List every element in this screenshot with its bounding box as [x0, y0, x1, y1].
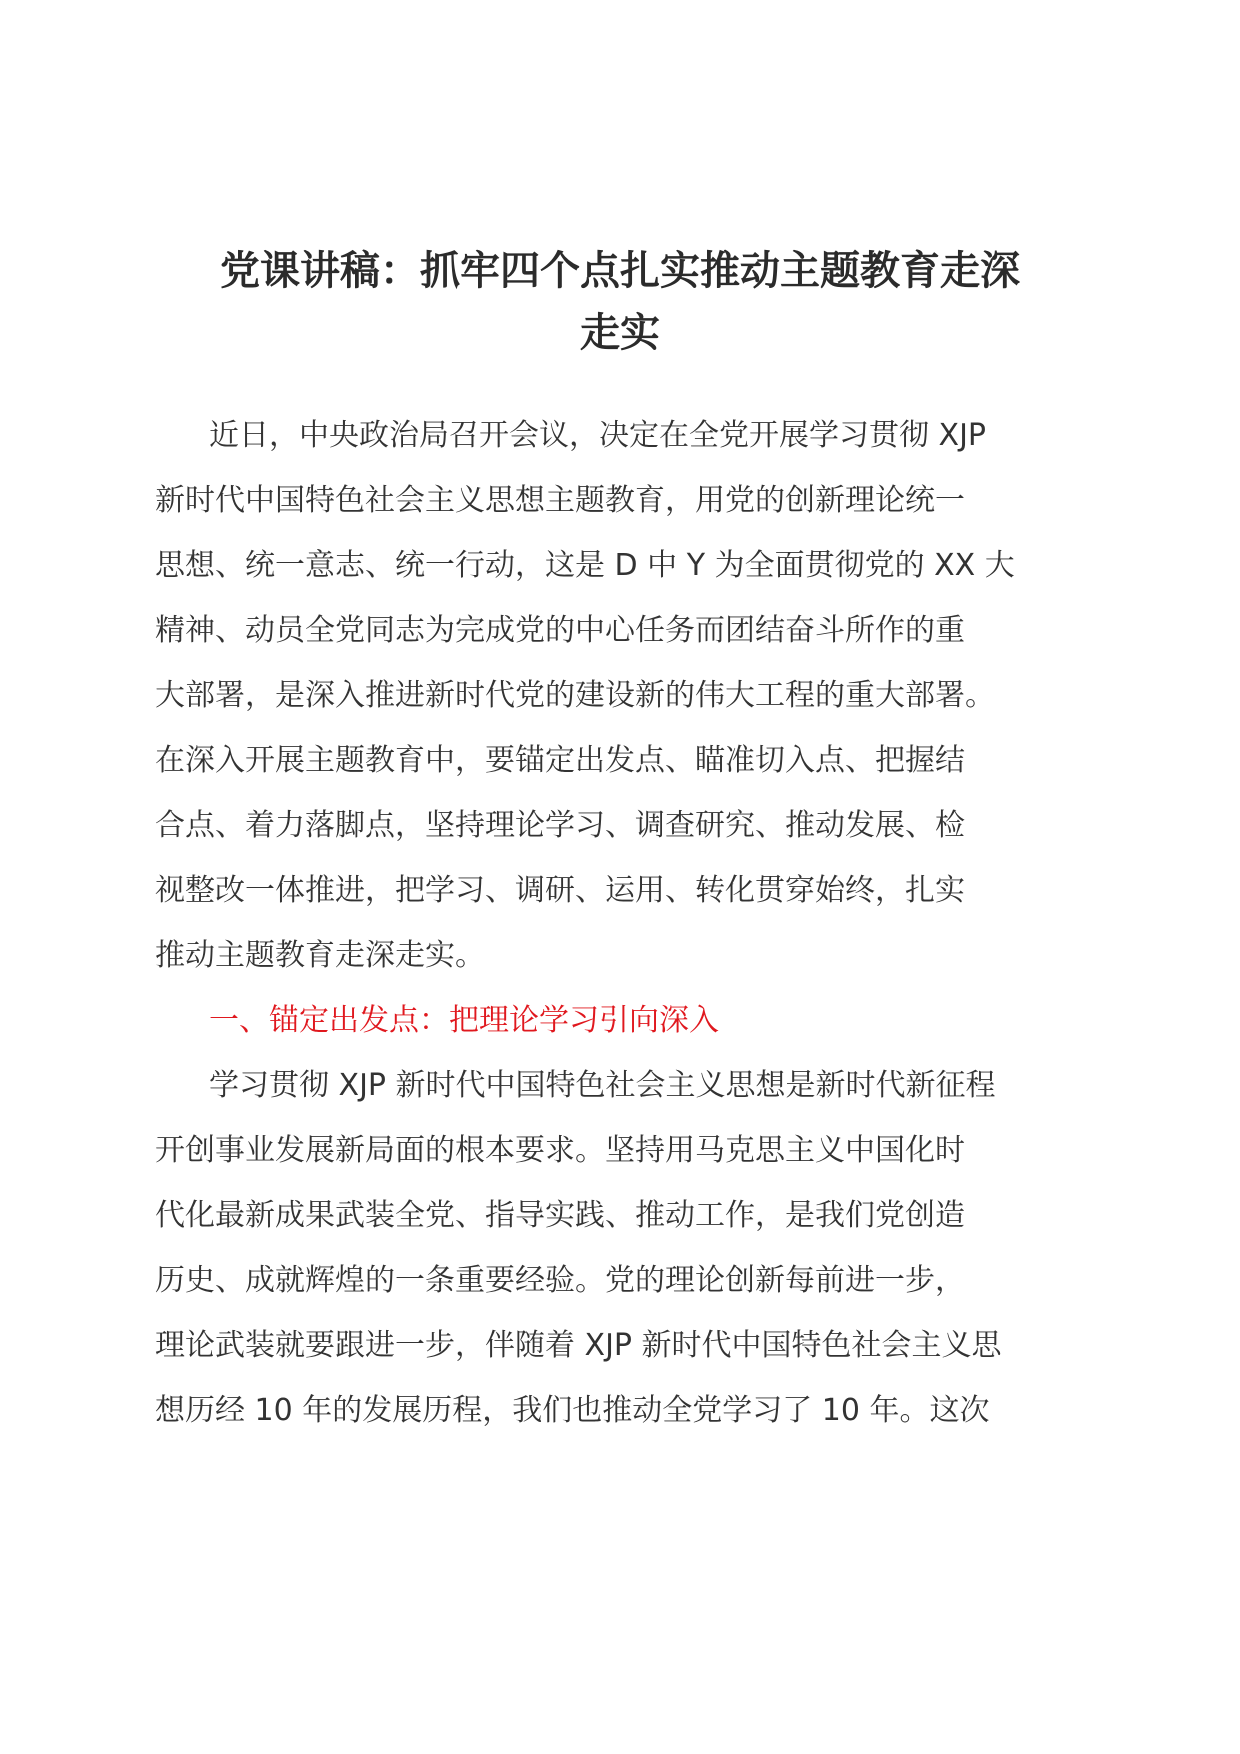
- intro-paragraph-line: 精神、动员全党同志为完成党的中心任务而团结奋斗所作的重: [155, 613, 965, 648]
- section-paragraph-line: 开创事业发展新局面的根本要求。坚持用马克思主义中国化时: [155, 1133, 965, 1168]
- title-line: 党课讲稿：抓牢四个点扎实推动主题教育走深: [220, 248, 1020, 294]
- intro-paragraph-line: 在深入开展主题教育中，要锚定出发点、瞄准切入点、把握结: [155, 743, 965, 778]
- intro-paragraph-line: 大部署，是深入推进新时代党的建设新的伟大工程的重大部署。: [155, 678, 995, 713]
- section-paragraph-line: 代化最新成果武装全党、指导实践、推动工作，是我们党创造: [155, 1198, 965, 1233]
- intro-paragraph-line: 新时代中国特色社会主义思想主题教育，用党的创新理论统一: [155, 483, 965, 518]
- document-body: [155, 403, 1095, 1443]
- section-paragraph-line: 理论武装就要跟进一步，伴随着 XJP 新时代中国特色社会主义思: [155, 1328, 1002, 1363]
- intro-paragraph-line: 推动主题教育走深走实。: [155, 938, 485, 973]
- intro-paragraph-line: 视整改一体推进，把学习、调研、运用、转化贯穿始终，扎实: [155, 873, 965, 908]
- intro-paragraph-line: 思想、统一意志、统一行动，这是 D 中 Y 为全面贯彻党的 XX 大: [155, 548, 1015, 583]
- section-paragraph-line: 想历经 10 年的发展历程，我们也推动全党学习了 10 年。这次: [155, 1393, 990, 1428]
- title-line: 走实: [580, 310, 660, 356]
- section-paragraph-line: 历史、成就辉煌的一条重要经验。党的理论创新每前进一步，: [155, 1263, 965, 1298]
- section-heading: 一、锚定出发点：把理论学习引向深入: [209, 1003, 719, 1038]
- intro-paragraph-line: 近日，中央政治局召开会议，决定在全党开展学习贯彻 XJP: [209, 418, 987, 453]
- section-paragraph-line: 学习贯彻 XJP 新时代中国特色社会主义思想是新时代新征程: [209, 1068, 996, 1103]
- intro-paragraph-line: 合点、着力落脚点，坚持理论学习、调查研究、推动发展、检: [155, 808, 965, 843]
- document-title: [150, 240, 1090, 364]
